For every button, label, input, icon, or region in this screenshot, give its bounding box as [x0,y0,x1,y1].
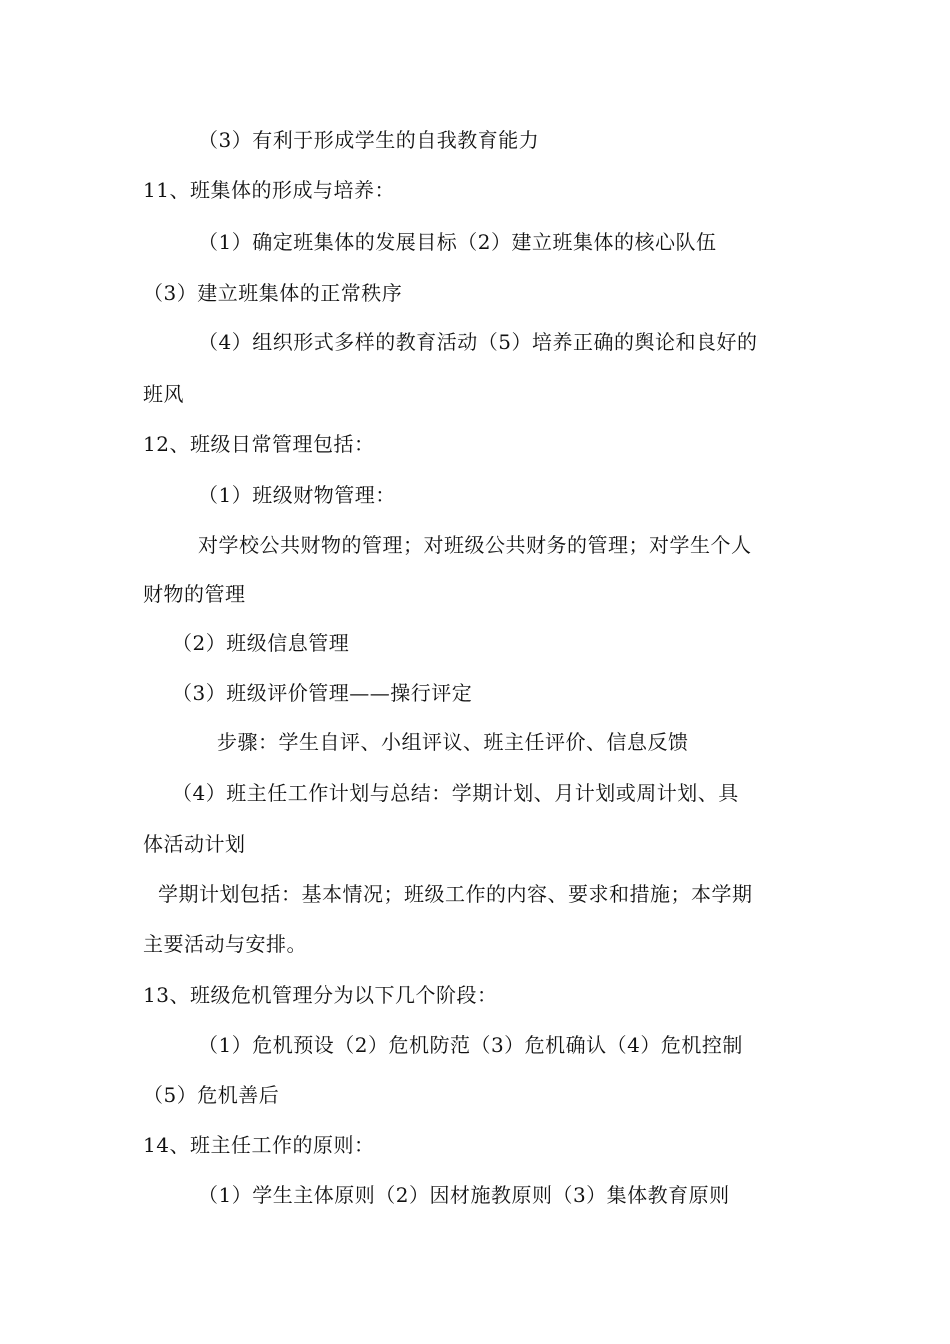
text-line: （3）有利于形成学生的自我教育能力 [198,128,540,152]
text-line: 步骤：学生自评、小组评议、班主任评价、信息反馈 [217,730,689,754]
section-heading: 13、班级危机管理分为以下几个阶段： [143,983,498,1007]
section-heading: 11、班集体的形成与培养： [143,178,395,202]
text-line: （4）班主任工作计划与总结：学期计划、月计划或周计划、具 [172,781,739,805]
text-line: 班风 [143,382,184,406]
text-line: （1）确定班集体的发展目标（2）建立班集体的核心队伍 [198,230,717,254]
text-line: （1）学生主体原则（2）因材施教原则（3）集体教育原则 [198,1183,730,1207]
text-line: （4）组织形式多样的教育活动（5）培养正确的舆论和良好的 [198,330,758,354]
text-line: 主要活动与安排。 [143,932,307,956]
text-line: 对学校公共财物的管理；对班级公共财务的管理；对学生个人 [198,533,752,557]
text-line: 体活动计划 [143,832,246,856]
text-line: （3）建立班集体的正常秩序 [143,281,403,305]
text-line: （1）班级财物管理： [198,483,396,507]
text-line: （3）班级评价管理——操行评定 [172,681,473,705]
text-line: （1）危机预设（2）危机防范（3）危机确认（4）危机控制 [198,1033,743,1057]
text-line: （2）班级信息管理 [172,631,350,655]
text-line: （5）危机善后 [143,1083,280,1107]
text-line: 财物的管理 [143,582,246,606]
section-heading: 12、班级日常管理包括： [143,432,375,456]
text-line: 学期计划包括：基本情况；班级工作的内容、要求和措施；本学期 [158,882,753,906]
section-heading: 14、班主任工作的原则： [143,1133,375,1157]
